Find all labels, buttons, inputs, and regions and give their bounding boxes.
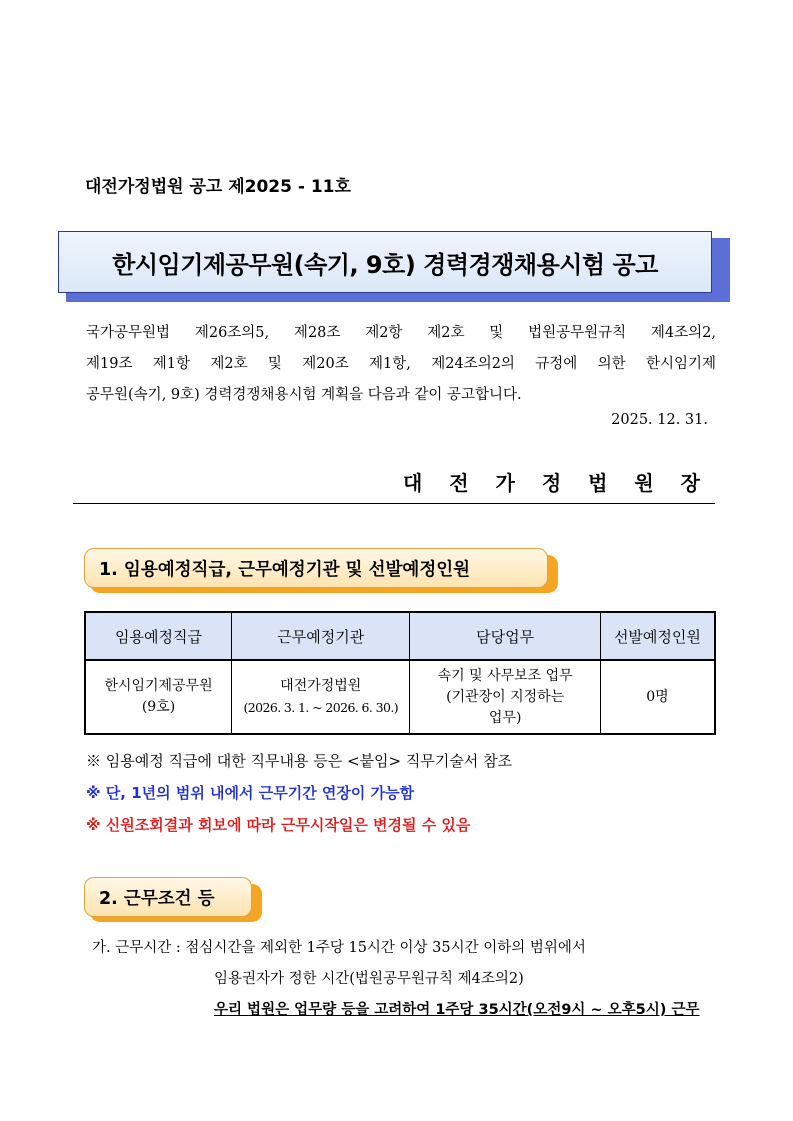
- work-hours-line: 가. 근무시간 : 점심시간을 제외한 1주당 15시간 이상 35시간 이하의 범위에서: [92, 940, 586, 956]
- intro-paragraph: [86, 318, 716, 411]
- title-box: [58, 231, 712, 293]
- section1-heading: [84, 548, 548, 588]
- agency-name: 대전가정법원: [280, 678, 362, 694]
- duty-line: 속기 및 사무보조 업무: [437, 667, 573, 684]
- section1-title: 1. 임용예정직급, 근무예정기관 및 선발예정인원: [99, 559, 471, 580]
- signer: 대 전 가 정 법 원 장: [402, 471, 710, 495]
- work-hours-note: 우리 법원은 업무량 등을 고려하여 1주당 35시간(오전9시 ~ 오후5시) 근무: [214, 1002, 700, 1018]
- table-row: [85, 660, 715, 734]
- table-header: 임용예정직급: [85, 612, 232, 660]
- section2-title: 2. 근무조건 등: [99, 888, 215, 909]
- grade-text: 한시임기제공무원: [104, 678, 213, 694]
- notice-date: 2025. 12. 31.: [611, 412, 708, 428]
- table-header: 담당업무: [410, 612, 600, 660]
- work-hours-line: 임용권자가 정한 시간(법원공무원규칙 제4조의2): [214, 971, 524, 987]
- grade-level: (9호): [141, 699, 176, 715]
- cell-duty: [410, 660, 600, 734]
- duty-line: (기관장이 지정하는: [446, 688, 565, 705]
- agency-period: (2026. 3. 1. ~ 2026. 6. 30.): [243, 700, 398, 715]
- note-job-description: ※ 임용예정 직급에 대한 직무내용 등은 <붙임> 직무기술서 참조: [86, 752, 513, 770]
- intro-line: 제19조 제1항 제2호 및 제20조 제1항, 제24조의2의 규정에 의한 한시임기제: [86, 356, 716, 372]
- table-header: 근무예정기관: [232, 612, 410, 660]
- duty-line: 업무): [488, 709, 522, 726]
- note-start-date: ※ 신원조회결과 회보에 따라 근무시작일은 변경될 수 있음: [86, 816, 471, 834]
- document-title: 한시임기제공무원(속기, 9호) 경력경쟁채용시험 공고: [112, 250, 658, 279]
- cell-count: 0명: [600, 660, 715, 734]
- section2-heading: [84, 877, 252, 917]
- cell-grade: [85, 660, 232, 734]
- intro-line: 국가공무원법 제26조의5, 제28조 제2항 제2호 및 법원공무원규칙 제4조의2,: [86, 325, 716, 341]
- position-table: [84, 611, 716, 735]
- divider: [73, 503, 715, 504]
- table-header-row: [85, 612, 715, 660]
- notice-number: 대전가정법원 공고 제2025 - 11호: [85, 177, 351, 197]
- cell-agency: [232, 660, 410, 734]
- intro-line: 공무원(속기, 9호) 경력경쟁채용시험 계획을 다음과 같이 공고합니다.: [86, 387, 522, 403]
- table-header: 선발예정인원: [600, 612, 715, 660]
- note-extension: ※ 단, 1년의 범위 내에서 근무기간 연장이 가능함: [86, 784, 415, 802]
